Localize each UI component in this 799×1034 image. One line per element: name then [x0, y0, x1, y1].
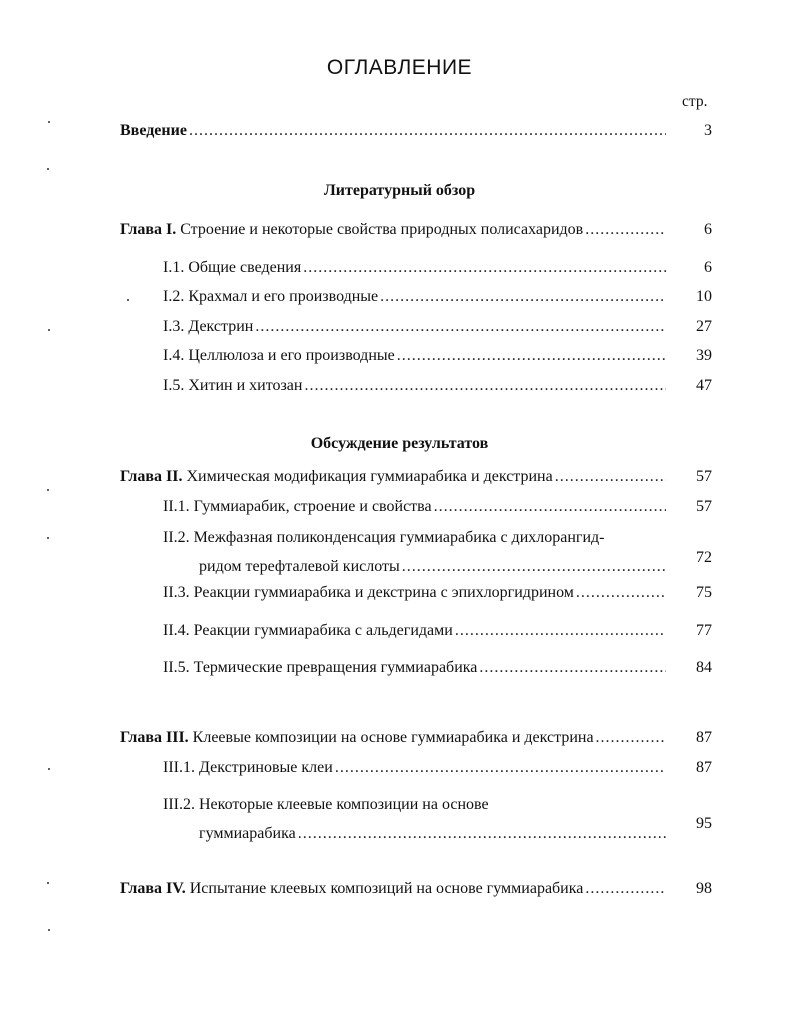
dot-leader: [335, 757, 666, 779]
dot-leader: [576, 582, 666, 604]
entry-page: 3: [704, 122, 712, 139]
toc-entry-2-2-line2[interactable]: [199, 556, 668, 578]
entry-label: III.1. Декстриновые клеи: [163, 759, 333, 776]
toc-entry-1-1[interactable]: [163, 257, 668, 279]
entry-page: 57: [696, 498, 712, 515]
dot-leader: [585, 219, 666, 241]
scan-speck: [48, 121, 50, 123]
entry-label: Химическая модификация гуммиарабика и декстрина: [186, 468, 553, 485]
toc-entry-1-3[interactable]: [163, 316, 668, 338]
entry-page: 77: [696, 622, 712, 639]
entry-label: гуммиарабика: [199, 825, 296, 842]
toc-entry-chapter-4[interactable]: [120, 878, 668, 900]
entry-label: I.1. Общие сведения: [163, 259, 302, 276]
entry-page: 27: [696, 318, 712, 335]
scan-speck: [47, 168, 49, 170]
dot-leader: [455, 620, 666, 642]
scan-speck: [127, 299, 129, 301]
entry-label: Клеевые композиции на основе гуммиарабика и декстрина: [192, 729, 594, 746]
scan-speck: [47, 489, 49, 491]
toc-entry-chapter-2[interactable]: [120, 466, 668, 488]
dot-leader: [298, 823, 666, 845]
section-heading-results: Обсуждение результатов: [310, 435, 489, 452]
entry-page: 6: [704, 259, 712, 276]
dot-leader: [303, 257, 666, 279]
entry-page: 10: [696, 288, 712, 305]
entry-label: II.1. Гуммиарабик, строение и свойства: [163, 498, 432, 515]
entry-page: 87: [696, 759, 712, 776]
chapter-prefix: Глава I.: [120, 221, 177, 238]
entry-label: Введение: [120, 122, 187, 139]
entry-page: 72: [696, 549, 712, 566]
page-title: ОГЛАВЛЕНИЕ: [326, 56, 473, 79]
toc-entry-3-1[interactable]: [163, 757, 668, 779]
dot-leader: [304, 375, 666, 397]
dot-leader: [596, 727, 666, 749]
entry-page: 84: [696, 659, 712, 676]
entry-page: 87: [696, 729, 712, 746]
entry-label: I.5. Хитин и хитозан: [163, 377, 303, 394]
entry-page: 98: [696, 880, 712, 897]
scan-speck: [47, 537, 49, 539]
scan-speck: [48, 768, 50, 770]
toc-entry-3-2-line1[interactable]: III.2. Некоторые клеевые композиции на основе: [163, 796, 489, 813]
entry-page: 95: [696, 815, 712, 832]
scan-speck: [48, 929, 50, 931]
entry-label: Испытание клеевых композиций на основе гуммиарабика: [189, 880, 584, 897]
chapter-prefix: Глава IV.: [120, 880, 186, 897]
toc-entry-2-5[interactable]: [163, 657, 668, 679]
dot-leader: [402, 556, 666, 578]
entry-label: I.4. Целлюлоза и его производные: [163, 347, 395, 364]
entry-page: 57: [696, 468, 712, 485]
entry-page: 75: [696, 584, 712, 601]
entry-page: 6: [704, 221, 712, 238]
toc-entry-1-2[interactable]: [163, 286, 668, 308]
toc-entry-chapter-3[interactable]: [120, 727, 668, 749]
entry-label: I.2. Крахмал и его производные: [163, 288, 379, 305]
toc-entry-2-2-line1[interactable]: II.2. Межфазная поликонденсация гуммиарабика с дихлорангид-: [163, 529, 605, 546]
chapter-prefix: Глава III.: [120, 729, 189, 746]
dot-leader: [380, 286, 666, 308]
toc-entry-1-4[interactable]: [163, 345, 668, 367]
dot-leader: [189, 120, 666, 142]
entry-page: 39: [696, 347, 712, 364]
toc-entry-2-1[interactable]: [163, 496, 668, 518]
section-heading-literature: Литературный обзор: [323, 182, 476, 199]
chapter-prefix: Глава II.: [120, 468, 183, 485]
toc-entry-chapter-1[interactable]: [120, 219, 668, 241]
toc-entry-intro[interactable]: [120, 120, 668, 142]
entry-label: II.5. Термические превращения гуммиарабика: [163, 659, 478, 676]
dot-leader: [434, 496, 666, 518]
toc-entry-2-4[interactable]: [163, 620, 668, 642]
entry-label: II.4. Реакции гуммиарабика с альдегидами: [163, 622, 453, 639]
toc-entry-2-3[interactable]: [163, 582, 668, 604]
toc-entry-1-5[interactable]: [163, 375, 668, 397]
toc-entry-3-2-line2[interactable]: [199, 823, 668, 845]
entry-label: ридом терефталевой кислоты: [199, 558, 400, 575]
dot-leader: [397, 345, 666, 367]
page-column-label: стр.: [682, 93, 708, 110]
entry-page: 47: [696, 377, 712, 394]
entry-label: I.3. Декстрин: [163, 318, 254, 335]
entry-label: Строение и некоторые свойства природных полисахаридов: [180, 221, 584, 238]
entry-label: II.3. Реакции гуммиарабика и декстрина с эпихлоргидрином: [163, 584, 574, 601]
scan-speck: [47, 882, 49, 884]
dot-leader: [585, 878, 666, 900]
dot-leader: [555, 466, 666, 488]
dot-leader: [479, 657, 666, 679]
dot-leader: [255, 316, 666, 338]
scan-speck: [48, 329, 50, 331]
